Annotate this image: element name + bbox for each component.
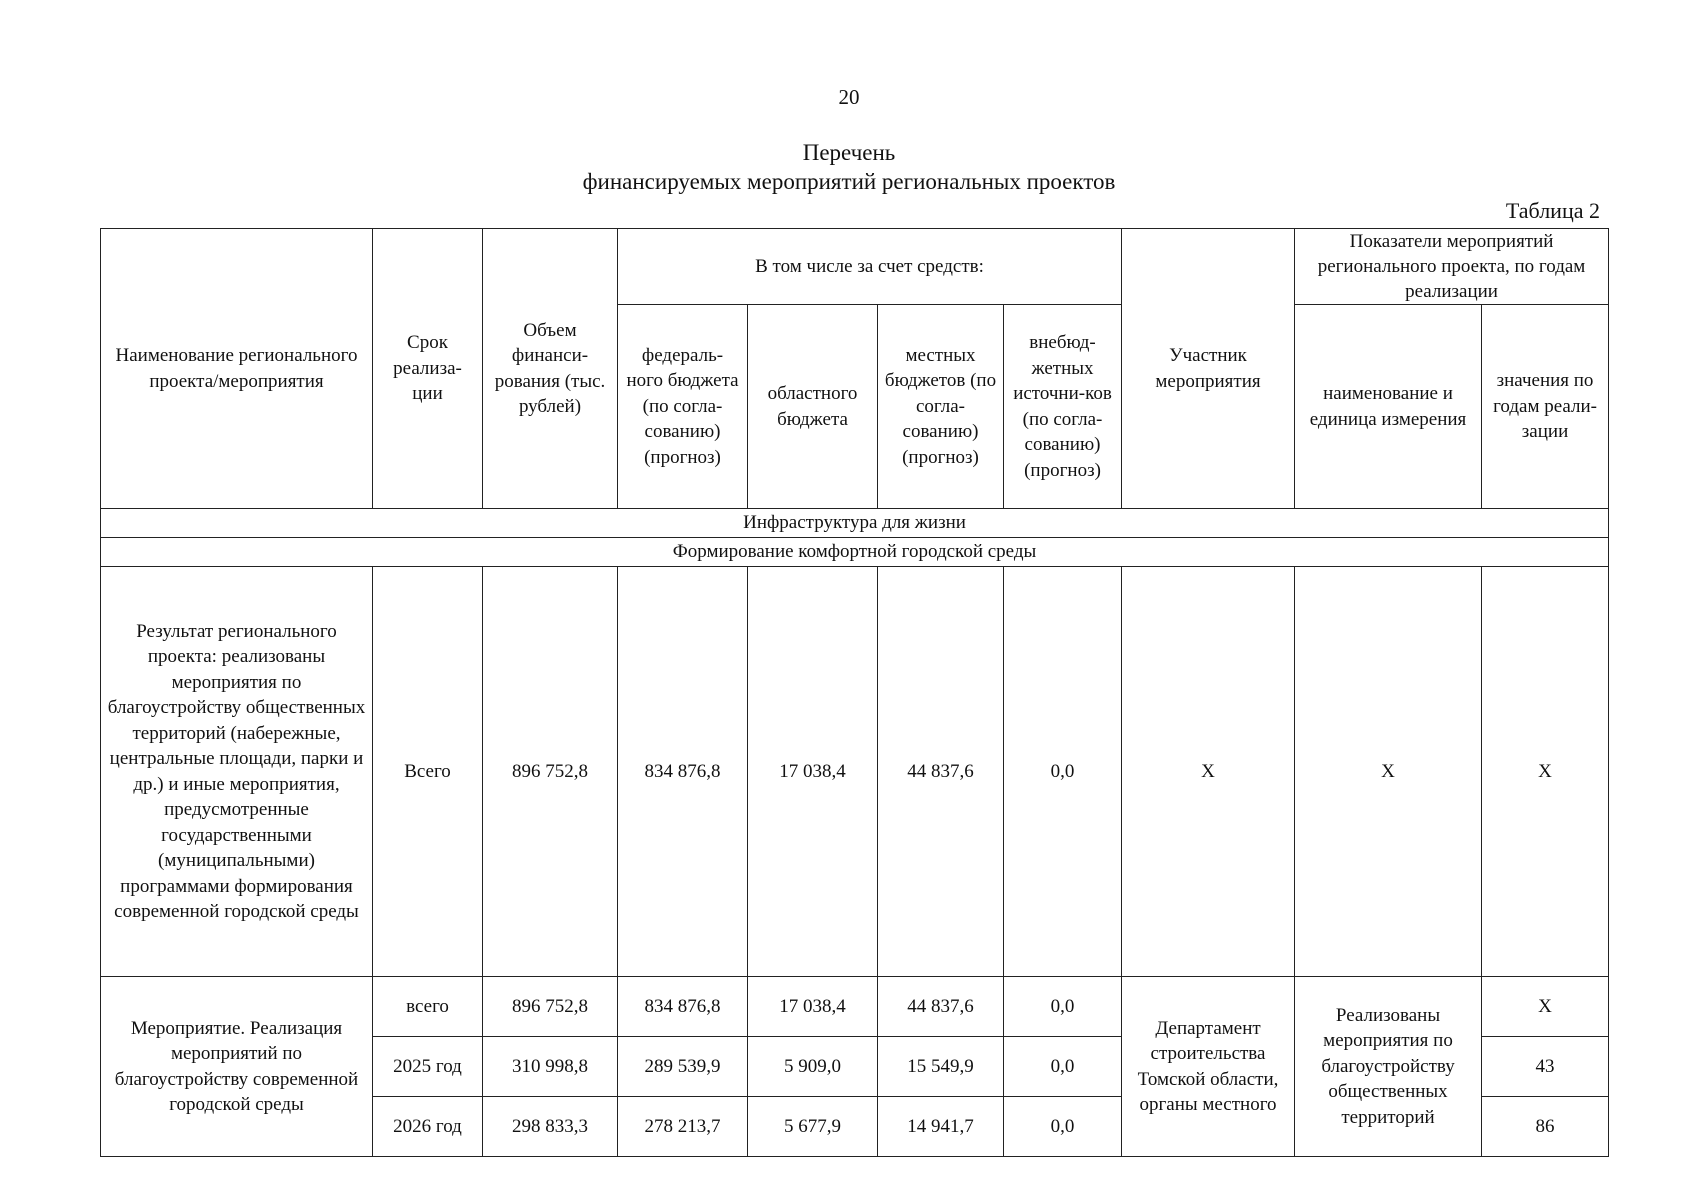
measure-term: всего [373, 977, 483, 1037]
measure-indicator-name: Реализованы мероприятия по благоустройству общественных территорий [1295, 977, 1482, 1157]
measure-extrabudget: 0,0 [1004, 1037, 1122, 1097]
result-name: Результат регионального проекта: реализованы мероприятия по благоустройству общественных территорий (набережные, центральные площади, парки и др.) и иные мероприятия, предусмотренные государственными (муниципальными) программами формирования современной городской среды [101, 567, 373, 977]
measure-participant: Департамент строительства Томской области, органы местного [1122, 977, 1295, 1157]
measure-term: 2025 год [373, 1037, 483, 1097]
header-including: В том числе за счет средств: [618, 229, 1122, 305]
page-number: 20 [838, 85, 860, 109]
header-name: Наименование регионального проекта/мероприятия [101, 229, 373, 509]
measure-regional: 5 909,0 [748, 1037, 878, 1097]
header-federal: федераль-ного бюджета (по согла-сованию) (прогноз) [618, 305, 748, 509]
result-extrabudget: 0,0 [1004, 567, 1122, 977]
document-title [0, 138, 1698, 196]
result-indicator-name: X [1295, 567, 1482, 977]
header-indicator-values: значения по годам реали-зации [1482, 305, 1609, 509]
measure-local: 44 837,6 [878, 977, 1004, 1037]
section-infrastructure: Инфраструктура для жизни [101, 509, 1609, 538]
measure-indicator-value: X [1482, 977, 1609, 1037]
measure-volume: 310 998,8 [483, 1037, 618, 1097]
header-local: местных бюджетов (по согла-сованию) (прогноз) [878, 305, 1004, 509]
measure-volume: 896 752,8 [483, 977, 618, 1037]
header-regional: областного бюджета [748, 305, 878, 509]
measure-federal: 278 213,7 [618, 1097, 748, 1157]
measure-volume: 298 833,3 [483, 1097, 618, 1157]
measure-indicator-value: 43 [1482, 1037, 1609, 1097]
result-indicator-value: X [1482, 567, 1609, 977]
measure-indicator-value: 86 [1482, 1097, 1609, 1157]
header-volume: Объем финанси-рования (тыс. рублей) [483, 229, 618, 509]
header-term: Срок реализа-ции [373, 229, 483, 509]
result-participant: X [1122, 567, 1295, 977]
header-indicators: Показатели мероприятий регионального проекта, по годам реализации [1295, 229, 1609, 305]
measure-federal: 834 876,8 [618, 977, 748, 1037]
result-federal: 834 876,8 [618, 567, 748, 977]
header-extrabudget: внебюд-жетных источни-ков (по согла-сованию) (прогноз) [1004, 305, 1122, 509]
header-indicator-name: наименование и единица измерения [1295, 305, 1482, 509]
table-label: Таблица 2 [1505, 198, 1600, 223]
result-volume: 896 752,8 [483, 567, 618, 977]
financing-table [100, 228, 1609, 1157]
section-urban-env: Формирование комфортной городской среды [101, 538, 1609, 567]
result-term: Всего [373, 567, 483, 977]
measure-federal: 289 539,9 [618, 1037, 748, 1097]
measure-extrabudget: 0,0 [1004, 977, 1122, 1037]
measure-regional: 17 038,4 [748, 977, 878, 1037]
measure-extrabudget: 0,0 [1004, 1097, 1122, 1157]
title-line-2: финансируемых мероприятий региональных проектов [582, 169, 1116, 194]
measure-local: 14 941,7 [878, 1097, 1004, 1157]
result-regional: 17 038,4 [748, 567, 878, 977]
measure-term: 2026 год [373, 1097, 483, 1157]
result-row [101, 567, 1609, 977]
measure-name: Мероприятие. Реализация мероприятий по благоустройству современной городской среды [101, 977, 373, 1157]
measure-regional: 5 677,9 [748, 1097, 878, 1157]
measure-row-total [101, 977, 1609, 1037]
header-participant: Участник мероприятия [1122, 229, 1295, 509]
title-line-1: Перечень [802, 140, 896, 165]
measure-local: 15 549,9 [878, 1037, 1004, 1097]
result-local: 44 837,6 [878, 567, 1004, 977]
